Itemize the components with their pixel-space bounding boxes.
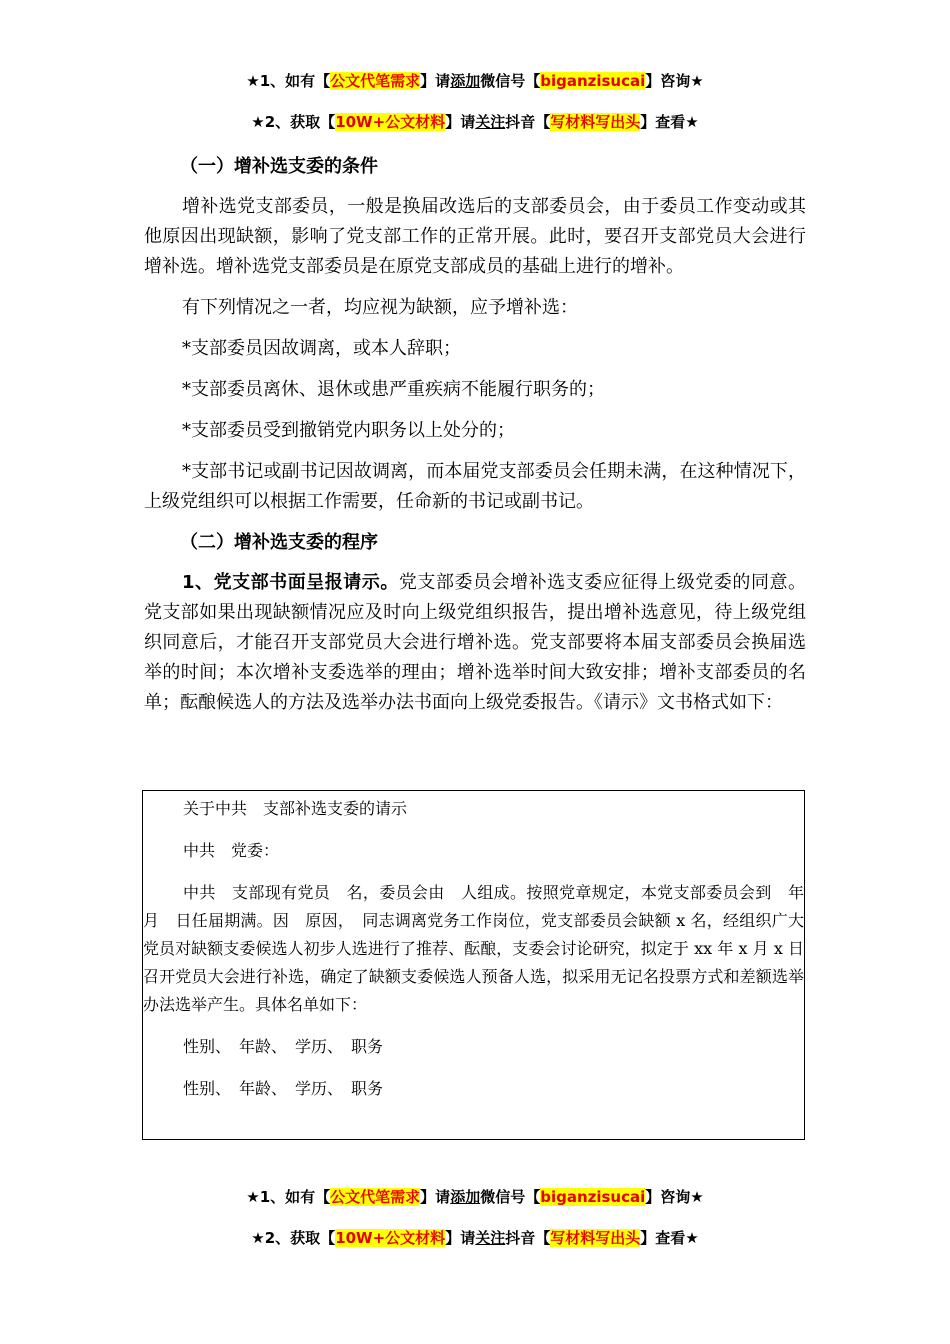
request-template-box (142, 790, 821, 1140)
banner-text: 微信号【 (480, 72, 541, 90)
list-item: *支部委员因故调离，或本人辞职； (182, 338, 461, 359)
template-row: 性别、 年龄、 学历、 职务 (183, 1079, 384, 1098)
banner-text: 】查看★ (640, 1229, 699, 1247)
document-body (144, 152, 806, 729)
step-body: 党支部委员会增补选支委应征得上级党委的同意。党支部如果出现缺额情况应及时向上级党组织报告，提出增补选意见，待上级党组织同意后，才能召开支部党员大会进行增补选。党支部要将本届支部委员会换届选举的时间；本次增补支委选举的理由；增补选举时间大致安排；增补支部委员的名单；酝酿候选人的方法及选举办法书面向上级党委报告。《请示》文书格式如下： (144, 572, 807, 713)
banner-text: 】请 (420, 1188, 451, 1206)
banner-text: ★1、如有【 (246, 72, 331, 90)
banner-underline: 添加 (450, 72, 481, 90)
banner-highlight: 10W+公文材料 (335, 1229, 446, 1247)
banner-text: 】请 (445, 1229, 476, 1247)
banner-highlight: 10W+公文材料 (335, 113, 446, 131)
paragraph: 增补选党支部委员，一般是换届改选后的支部委员会，由于委员工作变动或其他原因出现缺额，影响了党支部工作的正常开展。此时，要召开支部党员大会进行增补选。增补选党支部委员是在原党支部成员的基础上进行的增补。 (144, 196, 806, 277)
section-heading-2: （二）增补选支委的程序 (180, 532, 378, 553)
template-title: 关于中共 支部补选支委的请示 (183, 799, 408, 818)
banner-underline: 添加 (450, 1188, 481, 1206)
banner-highlight: 公文代笔需求 (330, 72, 421, 90)
banner-text: 】咨询★ (645, 72, 704, 90)
banner-text: 】查看★ (640, 113, 699, 131)
banner-text: 】请 (445, 113, 476, 131)
banner-text: 抖音【 (505, 113, 551, 131)
list-item: *支部委员受到撤销党内职务以上处分的； (182, 420, 515, 441)
promo-banner-top-2 (0, 111, 950, 133)
promo-banner-top-1 (0, 70, 950, 92)
banner-underline: 关注 (475, 1229, 506, 1247)
banner-text: 微信号【 (480, 1188, 541, 1206)
banner-highlight: 公文代笔需求 (330, 1188, 421, 1206)
banner-underline: 关注 (475, 113, 506, 131)
template-row: 性别、 年龄、 学历、 职务 (183, 1037, 384, 1056)
list-item: *支部委员离休、退休或患严重疾病不能履行职务的； (182, 379, 605, 400)
list-item: *支部书记或副书记因故调离，而本届党支部委员会任期未满，在这种情况下，上级党组织可以根据工作需要，任命新的书记或副书记。 (144, 461, 806, 512)
banner-text: 】请 (420, 72, 451, 90)
template-body: 中共 支部现有党员 名，委员会由 人组成。按照党章规定，本党支部委员会到 年 月 日任届期满。因 原因， 同志调离党务工作岗位，党支部委员会缺额 x 名，经组织广大党员对缺额支委候选人初步人选进行了推荐、酝酿，支委会讨论研究，拟定于 xx 年 x 月 x 日召开党员大会进行补选，确定了缺额支委候选人预备人选，拟采用无记名投票方式和差额选举办法选举产生。具体名单如下： (143, 883, 821, 1014)
paragraph (144, 568, 806, 718)
step-title: 1、党支部书面呈报请示。 (182, 572, 399, 593)
banner-text: 】咨询★ (645, 1188, 704, 1206)
banner-highlight: biganzisucai (540, 72, 646, 90)
banner-text: ★2、获取【 (251, 1229, 336, 1247)
paragraph: 有下列情况之一者，均应视为缺额，应予增补选： (182, 297, 578, 318)
promo-banner-bottom-2 (0, 1227, 950, 1249)
banner-text: ★1、如有【 (246, 1188, 331, 1206)
section-heading-1: （一）增补选支委的条件 (180, 156, 378, 177)
banner-highlight: biganzisucai (540, 1188, 646, 1206)
banner-highlight: 写材料写出头 (550, 113, 641, 131)
banner-text: 抖音【 (505, 1229, 551, 1247)
template-salutation: 中共 党委： (183, 841, 280, 860)
banner-text: ★2、获取【 (251, 113, 336, 131)
banner-highlight: 写材料写出头 (550, 1229, 641, 1247)
promo-banner-bottom-1 (0, 1186, 950, 1208)
